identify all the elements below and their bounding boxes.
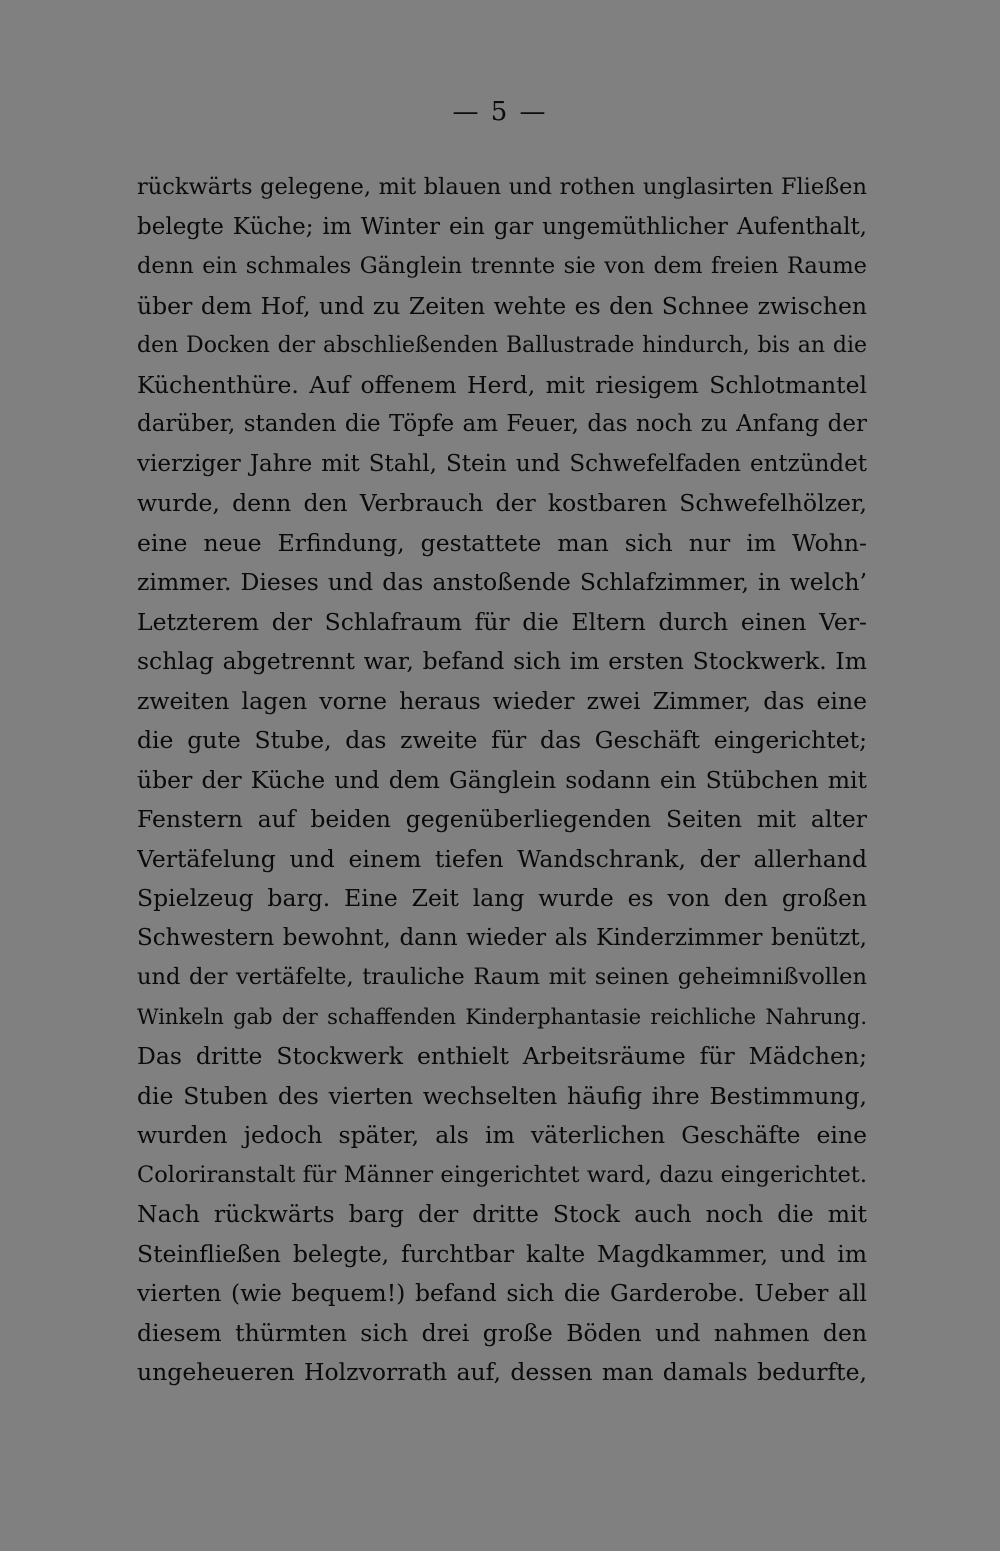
text-line: darüber, standen die Töpfe am Feuer, das noch zu Anfang der <box>137 411 867 437</box>
text-line: belegte Küche; im Winter ein gar ungemüthlicher Aufenthalt, <box>137 213 867 240</box>
text-line: vierziger Jahre mit Stahl, Stein und Schwefelfaden entzündet <box>137 450 867 477</box>
text-line: Schwestern bewohnt, dann wieder als Kinderzimmer benützt, <box>137 924 867 951</box>
text-line: eine neue Erfindung, gestattete man sich nur im Wohn- <box>137 528 867 557</box>
text-line: Spielzeug barg. Eine Zeit lang wurde es von den großen <box>137 884 867 912</box>
text-line: denn ein schmales Gänglein trennte sie von dem freien Raume <box>137 253 867 279</box>
page-number: — 5 — <box>452 97 548 127</box>
text-line: ungeheueren Holzvorrath auf, dessen man damals bedurfte, <box>137 1358 867 1386</box>
text-line: schlag abgetrennt war, befand sich im ersten Stockwerk. Im <box>137 647 867 675</box>
text-line: Das dritte Stockwerk enthielt Arbeitsräume für Mädchen; <box>137 1042 867 1070</box>
text-line: Fenstern auf beiden gegenüberliegenden Seiten mit alter <box>137 805 867 833</box>
text-line: über dem Hof, und zu Zeiten wehte es den Schnee zwischen <box>137 291 867 320</box>
text-line: Küchenthüre. Auf offenem Herd, mit riesigem Schlotmantel <box>137 370 867 399</box>
text-line: und der vertäfelte, trauliche Raum mit seinen geheimnißvollen <box>137 964 867 990</box>
text-line: Winkeln gab der schaffenden Kinderphantasie reichliche Nahrung. <box>137 1004 867 1029</box>
text-line: vierten (wie bequem!) befand sich die Garderobe. Ueber all <box>137 1279 867 1307</box>
text-line: wurden jedoch später, als im väterlichen Geschäfte eine <box>137 1121 867 1149</box>
text-line: Vertäfelung und einem tiefen Wandschrank, der allerhand <box>137 844 867 873</box>
text-line: den Docken der abschließenden Ballustrade hindurch, bis an die <box>137 333 867 358</box>
text-line: zimmer. Dieses und das anstoßende Schlafzimmer, in welch’ <box>137 568 867 596</box>
text-line: rückwärts gelegene, mit blauen und rothen unglasirten Fließen <box>137 174 867 200</box>
text-line: diesem thürmten sich drei große Böden und nahmen den <box>137 1318 867 1347</box>
text-line: über der Küche und dem Gänglein sodann ein Stübchen mit <box>137 765 867 794</box>
text-line: Nach rückwärts barg der dritte Stock auch noch die mit <box>137 1200 867 1228</box>
text-line: Coloriranstalt für Männer eingerichtet ward, dazu eingerichtet. <box>137 1161 867 1188</box>
text-line: wurde, denn den Verbrauch der kostbaren Schwefelhölzer, <box>137 489 867 517</box>
text-line: die gute Stube, das zweite für das Geschäft eingerichtet; <box>137 726 867 754</box>
text-line: Steinfließen belegte, furchtbar kalte Magdkammer, und im <box>137 1239 867 1268</box>
text-line: zweiten lagen vorne heraus wieder zwei Zimmer, das eine <box>137 686 867 715</box>
body-text <box>137 168 867 1393</box>
text-line: die Stuben des vierten wechselten häufig ihre Bestimmung, <box>137 1081 867 1110</box>
text-line: Letzterem der Schlafraum für die Eltern durch einen Ver- <box>137 607 867 636</box>
